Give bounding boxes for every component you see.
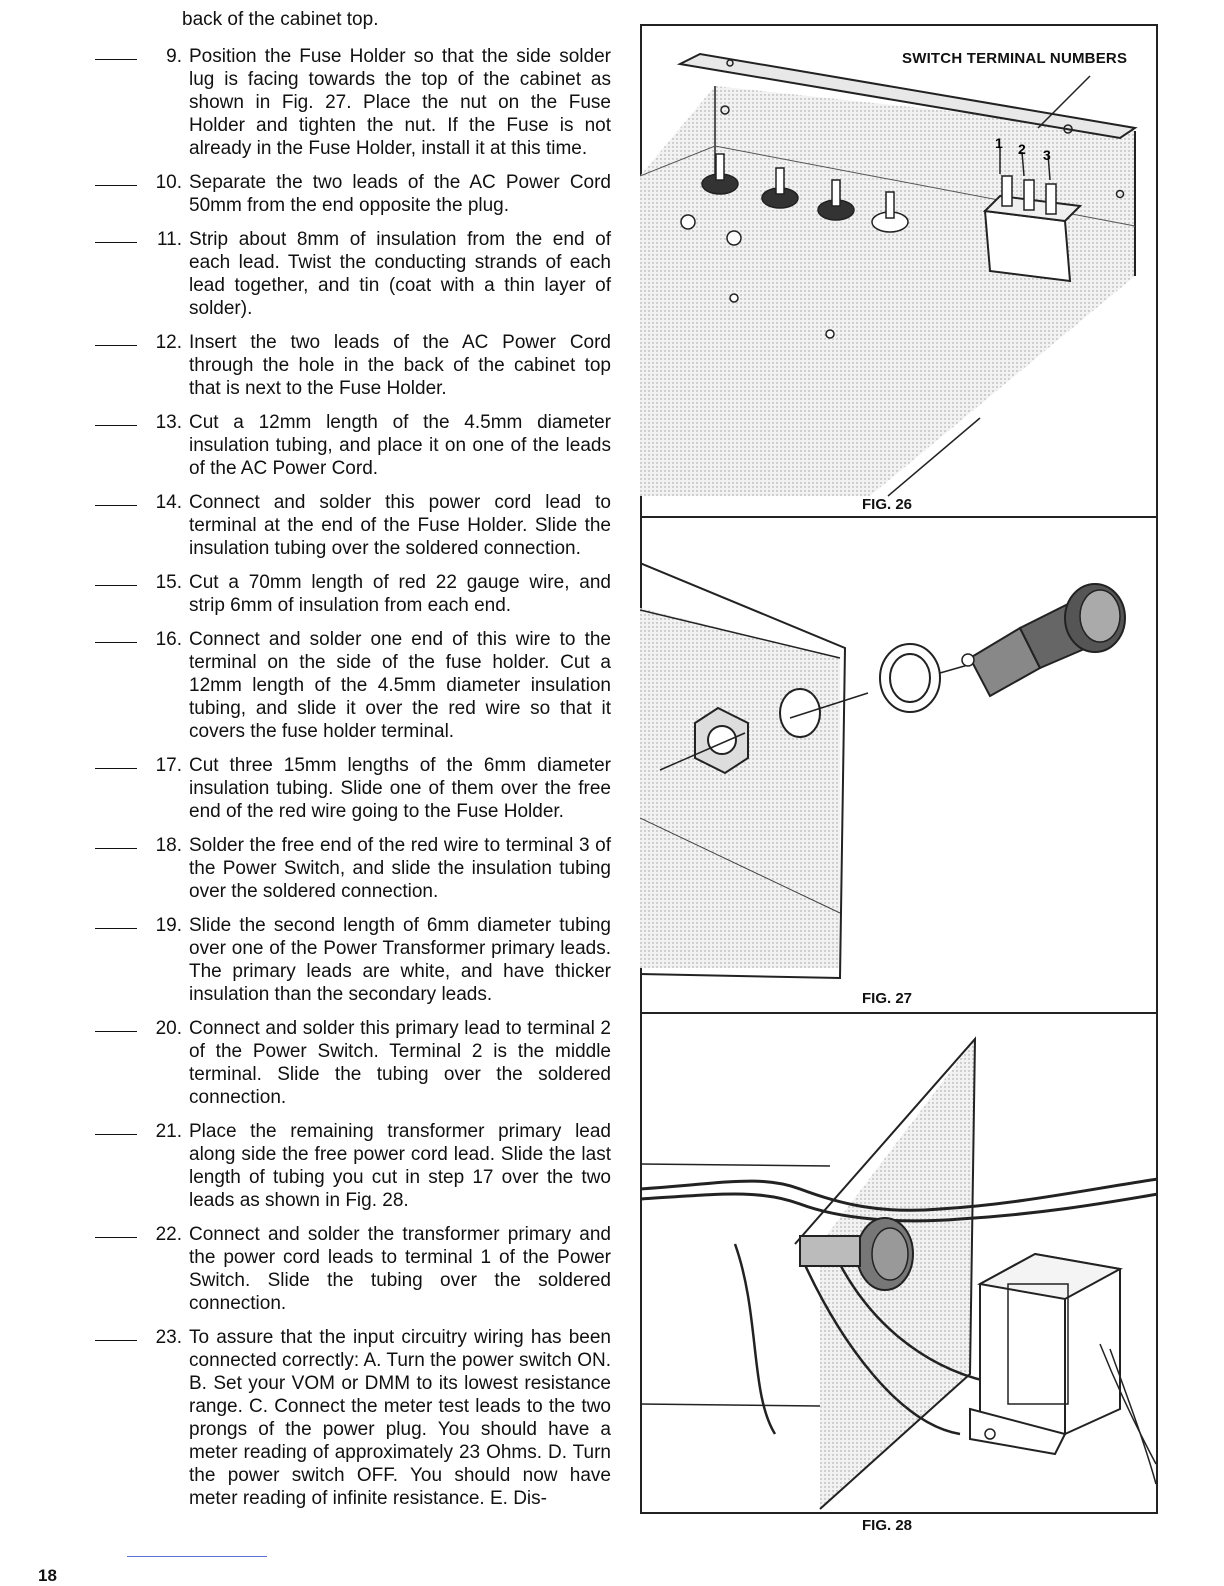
step-text: Cut three 15mm lengths of the 6mm diameter insulation tubing. Slide one of them over the free end of the red wire going to the Fuse Holder. xyxy=(189,755,611,822)
step-number: 18. xyxy=(155,835,182,856)
checkbox-line[interactable] xyxy=(95,1120,137,1135)
step-text: To assure that the input circuitry wiring has been connected correctly: A. Turn the power switch ON. B. Set your VOM or DMM to its lowest resistance range. C. Connect the meter test leads to the two prongs of the power plug. You should have a meter reading of approximately 23 Ohms. D. Turn the power switch OFF. You should now have meter reading of infinite resistance. E. Dis- xyxy=(189,1327,611,1509)
intro-text: back of the cabinet top. xyxy=(182,9,379,30)
fig28-wiring-drawing xyxy=(640,1014,1158,1512)
checkbox-line[interactable] xyxy=(95,914,137,929)
checkbox-line[interactable] xyxy=(95,754,137,769)
step-item xyxy=(95,1017,615,1109)
step-item xyxy=(95,45,615,160)
checkbox-line[interactable] xyxy=(95,171,137,186)
step-text: Solder the free end of the red wire to terminal 3 of the Power Switch, and slide the insulation tubing over the soldered connection. xyxy=(189,835,611,902)
step-text: Connect and solder this primary lead to terminal 2 of the Power Switch. Terminal 2 is the middle terminal. Slide the tubing over the soldered connection. xyxy=(189,1018,611,1108)
step-number: 22. xyxy=(155,1224,182,1245)
step-item xyxy=(95,228,615,320)
fig27-fuse-holder-drawing xyxy=(640,518,1158,1012)
step-number: 17. xyxy=(155,755,182,776)
step-text: Separate the two leads of the AC Power Cord 50mm from the end opposite the plug. xyxy=(189,172,611,216)
fig27-caption: FIG. 27 xyxy=(862,990,913,1007)
step-number: 15. xyxy=(155,572,182,593)
checkbox-line[interactable] xyxy=(95,45,137,60)
checkbox-line[interactable] xyxy=(95,331,137,346)
step-number: 11. xyxy=(156,229,182,250)
step-item xyxy=(95,491,615,560)
step-number: 10. xyxy=(155,172,182,193)
step-item xyxy=(95,571,615,617)
step-text: Connect and solder this power cord lead to terminal at the end of the Fuse Holder. Slide the insulation tubing over the soldered connection. xyxy=(189,492,611,559)
step-text: Cut a 70mm length of red 22 gauge wire, and strip 6mm of insulation from each end. xyxy=(189,572,611,616)
step-text: Place the remaining transformer primary lead along side the free power cord lead. Slide the last length of tubing you cut in step 17 over the two leads as shown in Fig. 28. xyxy=(189,1121,611,1211)
checkbox-line[interactable] xyxy=(95,834,137,849)
step-number: 13. xyxy=(155,412,182,433)
step-item xyxy=(95,331,615,400)
step-item xyxy=(95,834,615,903)
step-item xyxy=(95,628,615,743)
checkbox-line[interactable] xyxy=(95,1017,137,1032)
step-number: 14. xyxy=(155,492,182,513)
step-text: Connect and solder the transformer primary and the power cord leads to terminal 1 of the Power Switch. Slide the tubing over the soldered connection. xyxy=(189,1224,611,1314)
step-text: Insert the two leads of the AC Power Cord through the hole in the back of the cabinet top that is next to the Fuse Holder. xyxy=(189,332,611,399)
terminal-3-label: 3 xyxy=(1043,147,1051,163)
step-number: 16. xyxy=(155,629,182,650)
step-number: 21. xyxy=(155,1121,182,1142)
step-item xyxy=(95,754,615,823)
step-text: Strip about 8mm of insulation from the end of each lead. Twist the conducting strands of each lead together, and tin (coat with a thin layer of solder). xyxy=(189,229,611,319)
page-number: 18 xyxy=(38,1566,57,1585)
step-item xyxy=(95,1120,615,1212)
step-item xyxy=(95,171,615,217)
switch-terminal-label: SWITCH TERMINAL NUMBERS xyxy=(902,50,1128,67)
step-number: 20. xyxy=(155,1018,182,1039)
footer-rule xyxy=(127,1556,267,1557)
step-number: 23. xyxy=(155,1327,182,1348)
checkbox-line[interactable] xyxy=(95,571,137,586)
checkbox-line[interactable] xyxy=(95,1326,137,1341)
step-text: Position the Fuse Holder so that the side solder lug is facing towards the top of the cabinet as shown in Fig. 27. Place the nut on the Fuse Holder and tighten the nut. If the Fuse is not already in the Fuse Holder, install it at this time. xyxy=(189,46,611,159)
step-text: Connect and solder one end of this wire to the terminal on the side of the fuse holder. Cut a 12mm length of the 4.5mm diameter insulation tubing, and slide it over the red wire so that it covers the fuse holder terminal. xyxy=(189,629,611,742)
fig28-caption: FIG. 28 xyxy=(862,1517,913,1534)
step-list xyxy=(95,45,615,1510)
fig26-caption: FIG. 26 xyxy=(862,496,913,513)
step-item xyxy=(95,1223,615,1315)
step-number: 12. xyxy=(155,332,182,353)
step-item xyxy=(95,411,615,480)
checkbox-line[interactable] xyxy=(95,228,137,243)
terminal-2-label: 2 xyxy=(1018,141,1026,157)
checkbox-line[interactable] xyxy=(95,628,137,643)
step-number: 19. xyxy=(155,915,182,936)
checkbox-line[interactable] xyxy=(95,1223,137,1238)
step-text: Slide the second length of 6mm diameter tubing over one of the Power Transformer primary leads. The primary leads are white, and have thicker insulation than the secondary leads. xyxy=(189,915,611,1005)
checkbox-line[interactable] xyxy=(95,411,137,426)
step-item xyxy=(95,914,615,1006)
step-number: 9. xyxy=(166,46,182,67)
checkbox-line[interactable] xyxy=(95,491,137,506)
fig26-cabinet-drawing xyxy=(640,26,1158,516)
step-item xyxy=(95,1326,615,1510)
step-text: Cut a 12mm length of the 4.5mm diameter insulation tubing, and place it on one of the leads of the AC Power Cord. xyxy=(189,412,611,479)
terminal-1-label: 1 xyxy=(995,135,1003,151)
